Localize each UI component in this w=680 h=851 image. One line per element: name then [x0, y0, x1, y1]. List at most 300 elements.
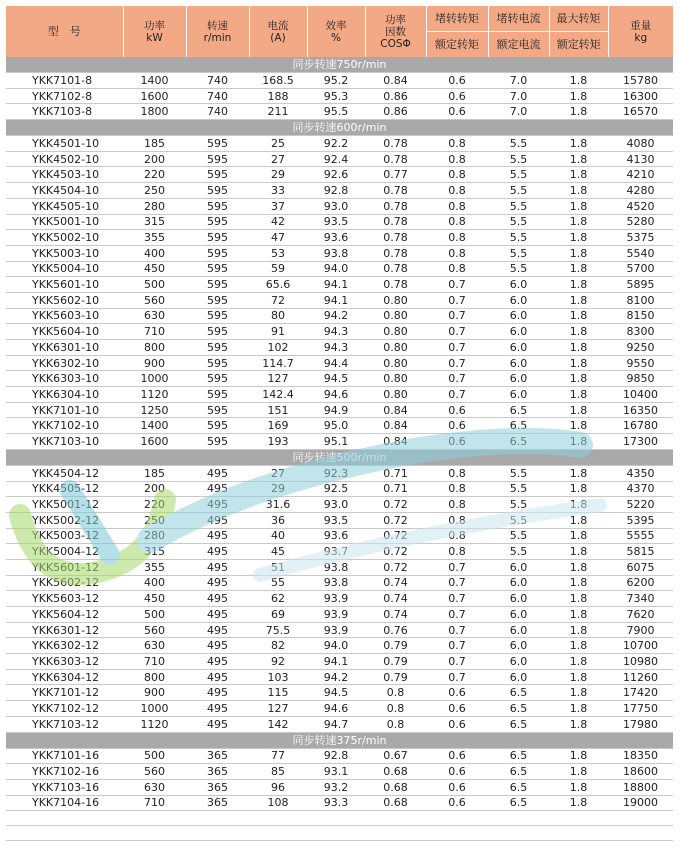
cell-power: 280 [123, 528, 186, 544]
empty-cell [608, 826, 673, 841]
empty-cell [365, 826, 426, 841]
cell-max-torque-ratio: 1.8 [549, 198, 608, 214]
cell-efficiency: 94.2 [307, 308, 365, 324]
cell-power-factor: 0.8 [365, 701, 426, 717]
cell-efficiency: 93.8 [307, 575, 365, 591]
cell-speed: 595 [186, 167, 249, 183]
cell-weight: 16570 [608, 104, 673, 120]
cell-power-factor: 0.80 [365, 371, 426, 387]
cell-weight: 5895 [608, 277, 673, 293]
cell-power-factor: 0.86 [365, 88, 426, 104]
cell-model: YKK5604-12 [6, 607, 123, 623]
cell-max-torque-ratio: 1.8 [549, 607, 608, 623]
table-row [6, 292, 673, 308]
cell-weight: 8150 [608, 308, 673, 324]
cell-locked-torque-ratio: 0.6 [426, 88, 488, 104]
cell-model: YKK7103-10 [6, 434, 123, 450]
cell-power-factor: 0.84 [365, 73, 426, 89]
cell-power: 1400 [123, 73, 186, 89]
cell-weight: 9250 [608, 340, 673, 356]
cell-power: 560 [123, 292, 186, 308]
cell-power-factor: 0.76 [365, 622, 426, 638]
cell-locked-current-ratio: 6.0 [488, 575, 549, 591]
cell-model: YKK5003-10 [6, 245, 123, 261]
cell-locked-torque-ratio: 0.6 [426, 434, 488, 450]
cell-power: 200 [123, 481, 186, 497]
cell-locked-current-ratio: 7.0 [488, 104, 549, 120]
cell-power-factor: 0.74 [365, 591, 426, 607]
cell-model: YKK7101-8 [6, 73, 123, 89]
cell-efficiency: 93.9 [307, 607, 365, 623]
cell-max-torque-ratio: 1.8 [549, 669, 608, 685]
cell-speed: 595 [186, 214, 249, 230]
cell-model: YKK5002-12 [6, 512, 123, 528]
cell-weight: 4210 [608, 167, 673, 183]
cell-current: 82 [249, 638, 307, 654]
table-row [6, 638, 673, 654]
cell-model: YKK7101-12 [6, 685, 123, 701]
header-locked-torque-denominator: 额定转矩 [426, 32, 488, 58]
cell-efficiency: 95.5 [307, 104, 365, 120]
empty-cell [608, 811, 673, 826]
cell-locked-current-ratio: 6.5 [488, 685, 549, 701]
cell-power-factor: 0.84 [365, 434, 426, 450]
cell-locked-torque-ratio: 0.7 [426, 308, 488, 324]
table-row [6, 261, 673, 277]
header-locked-current: 堵转电流 [488, 6, 549, 32]
cell-speed: 365 [186, 795, 249, 811]
table-row [6, 104, 673, 120]
cell-power-factor: 0.72 [365, 512, 426, 528]
cell-max-torque-ratio: 1.8 [549, 402, 608, 418]
empty-cell [488, 826, 549, 841]
cell-locked-torque-ratio: 0.8 [426, 167, 488, 183]
cell-speed: 495 [186, 607, 249, 623]
cell-current: 193 [249, 434, 307, 450]
cell-model: YKK5603-10 [6, 308, 123, 324]
cell-efficiency: 95.3 [307, 88, 365, 104]
cell-efficiency: 93.0 [307, 198, 365, 214]
empty-cell [6, 826, 123, 841]
table-body [6, 57, 673, 841]
cell-locked-torque-ratio: 0.6 [426, 73, 488, 89]
cell-speed: 495 [186, 685, 249, 701]
cell-weight: 4370 [608, 481, 673, 497]
cell-locked-current-ratio: 6.5 [488, 418, 549, 434]
cell-efficiency: 94.6 [307, 387, 365, 403]
header-locked-current-denominator: 额定电流 [488, 32, 549, 58]
table-row [6, 544, 673, 560]
cell-power: 560 [123, 622, 186, 638]
cell-power: 355 [123, 559, 186, 575]
cell-model: YKK4505-10 [6, 198, 123, 214]
header-power: 功率 kW [123, 6, 186, 57]
cell-power: 630 [123, 308, 186, 324]
cell-current: 103 [249, 669, 307, 685]
cell-current: 42 [249, 214, 307, 230]
cell-locked-torque-ratio: 0.6 [426, 764, 488, 780]
cell-power-factor: 0.86 [365, 104, 426, 120]
cell-weight: 7340 [608, 591, 673, 607]
cell-weight: 5395 [608, 512, 673, 528]
cell-power: 450 [123, 591, 186, 607]
cell-max-torque-ratio: 1.8 [549, 104, 608, 120]
cell-power: 500 [123, 607, 186, 623]
header-weight: 重量 kg [608, 6, 673, 57]
cell-power-factor: 0.84 [365, 418, 426, 434]
cell-locked-current-ratio: 6.0 [488, 371, 549, 387]
cell-max-torque-ratio: 1.8 [549, 418, 608, 434]
table-row [6, 465, 673, 481]
cell-efficiency: 92.8 [307, 748, 365, 764]
table-row [6, 214, 673, 230]
cell-locked-torque-ratio: 0.7 [426, 575, 488, 591]
table-row [6, 497, 673, 513]
table-row [6, 528, 673, 544]
cell-efficiency: 93.8 [307, 559, 365, 575]
cell-efficiency: 94.4 [307, 355, 365, 371]
cell-weight: 10700 [608, 638, 673, 654]
cell-model: YKK7103-16 [6, 779, 123, 795]
cell-efficiency: 93.2 [307, 779, 365, 795]
cell-model: YKK4503-10 [6, 167, 123, 183]
cell-current: 115 [249, 685, 307, 701]
cell-speed: 495 [186, 622, 249, 638]
cell-speed: 595 [186, 402, 249, 418]
cell-max-torque-ratio: 1.8 [549, 292, 608, 308]
table-row [6, 183, 673, 199]
cell-speed: 365 [186, 779, 249, 795]
table-row [6, 355, 673, 371]
cell-model: YKK5001-10 [6, 214, 123, 230]
cell-power-factor: 0.78 [365, 198, 426, 214]
cell-max-torque-ratio: 1.8 [549, 136, 608, 152]
cell-locked-torque-ratio: 0.6 [426, 795, 488, 811]
cell-power: 1600 [123, 434, 186, 450]
cell-max-torque-ratio: 1.8 [549, 151, 608, 167]
cell-model: YKK6303-12 [6, 654, 123, 670]
cell-locked-torque-ratio: 0.7 [426, 559, 488, 575]
cell-efficiency: 93.9 [307, 622, 365, 638]
cell-current: 27 [249, 151, 307, 167]
cell-speed: 595 [186, 245, 249, 261]
header-locked-torque: 堵转转矩 [426, 6, 488, 32]
cell-max-torque-ratio: 1.8 [549, 701, 608, 717]
cell-weight: 4520 [608, 198, 673, 214]
cell-power: 900 [123, 685, 186, 701]
cell-power-factor: 0.68 [365, 764, 426, 780]
cell-speed: 595 [186, 324, 249, 340]
cell-locked-current-ratio: 6.0 [488, 277, 549, 293]
cell-weight: 4280 [608, 183, 673, 199]
cell-speed: 595 [186, 418, 249, 434]
cell-locked-torque-ratio: 0.8 [426, 136, 488, 152]
cell-locked-current-ratio: 5.5 [488, 136, 549, 152]
cell-power-factor: 0.72 [365, 559, 426, 575]
table-row [6, 387, 673, 403]
table-row [6, 481, 673, 497]
empty-cell [186, 826, 249, 841]
cell-weight: 8100 [608, 292, 673, 308]
cell-power-factor: 0.78 [365, 183, 426, 199]
cell-current: 27 [249, 465, 307, 481]
cell-model: YKK7101-16 [6, 748, 123, 764]
cell-speed: 595 [186, 371, 249, 387]
table-row [6, 230, 673, 246]
cell-locked-torque-ratio: 0.8 [426, 481, 488, 497]
cell-weight: 10400 [608, 387, 673, 403]
cell-power-factor: 0.84 [365, 402, 426, 418]
cell-speed: 495 [186, 528, 249, 544]
cell-power: 500 [123, 277, 186, 293]
cell-weight: 9850 [608, 371, 673, 387]
cell-power-factor: 0.74 [365, 607, 426, 623]
cell-speed: 495 [186, 638, 249, 654]
cell-current: 25 [249, 136, 307, 152]
cell-weight: 5555 [608, 528, 673, 544]
cell-current: 51 [249, 559, 307, 575]
cell-speed: 495 [186, 465, 249, 481]
cell-power: 1000 [123, 701, 186, 717]
table-header [6, 6, 673, 57]
cell-power-factor: 0.80 [365, 292, 426, 308]
cell-weight: 5220 [608, 497, 673, 513]
cell-efficiency: 95.0 [307, 418, 365, 434]
cell-current: 62 [249, 591, 307, 607]
table-row [6, 198, 673, 214]
cell-power: 250 [123, 512, 186, 528]
table-row [6, 559, 673, 575]
section-header-row [6, 449, 673, 465]
cell-efficiency: 94.1 [307, 292, 365, 308]
cell-power: 185 [123, 465, 186, 481]
table-row [6, 795, 673, 811]
cell-max-torque-ratio: 1.8 [549, 371, 608, 387]
cell-power: 185 [123, 136, 186, 152]
header-power-factor: 功率 因数 COSΦ [365, 6, 426, 57]
cell-locked-current-ratio: 6.0 [488, 387, 549, 403]
cell-speed: 495 [186, 512, 249, 528]
cell-weight: 5540 [608, 245, 673, 261]
cell-locked-torque-ratio: 0.7 [426, 355, 488, 371]
cell-locked-current-ratio: 6.0 [488, 324, 549, 340]
cell-current: 96 [249, 779, 307, 795]
cell-locked-torque-ratio: 0.8 [426, 230, 488, 246]
cell-locked-current-ratio: 6.5 [488, 434, 549, 450]
cell-weight: 19000 [608, 795, 673, 811]
cell-max-torque-ratio: 1.8 [549, 465, 608, 481]
cell-speed: 595 [186, 387, 249, 403]
cell-current: 80 [249, 308, 307, 324]
cell-model: YKK4501-10 [6, 136, 123, 152]
cell-locked-torque-ratio: 0.6 [426, 779, 488, 795]
cell-power: 1250 [123, 402, 186, 418]
cell-efficiency: 95.2 [307, 73, 365, 89]
cell-max-torque-ratio: 1.8 [549, 795, 608, 811]
cell-current: 142 [249, 716, 307, 732]
cell-efficiency: 93.3 [307, 795, 365, 811]
cell-power-factor: 0.78 [365, 230, 426, 246]
cell-locked-torque-ratio: 0.8 [426, 261, 488, 277]
cell-locked-torque-ratio: 0.7 [426, 292, 488, 308]
cell-weight: 4130 [608, 151, 673, 167]
cell-speed: 495 [186, 669, 249, 685]
empty-cell [123, 811, 186, 826]
cell-locked-torque-ratio: 0.7 [426, 387, 488, 403]
header-max-torque-denominator: 额定转矩 [549, 32, 608, 58]
table-row [6, 591, 673, 607]
cell-locked-current-ratio: 6.0 [488, 308, 549, 324]
cell-current: 29 [249, 167, 307, 183]
cell-model: YKK5601-12 [6, 559, 123, 575]
cell-weight: 4080 [608, 136, 673, 152]
table-row [6, 245, 673, 261]
empty-cell [426, 811, 488, 826]
cell-speed: 595 [186, 308, 249, 324]
empty-cell [249, 826, 307, 841]
cell-power-factor: 0.79 [365, 669, 426, 685]
cell-locked-current-ratio: 6.0 [488, 355, 549, 371]
cell-max-torque-ratio: 1.8 [549, 544, 608, 560]
table-row [6, 701, 673, 717]
cell-speed: 595 [186, 434, 249, 450]
cell-max-torque-ratio: 1.8 [549, 748, 608, 764]
cell-locked-torque-ratio: 0.6 [426, 418, 488, 434]
table-row [6, 402, 673, 418]
cell-efficiency: 92.5 [307, 481, 365, 497]
cell-power: 200 [123, 151, 186, 167]
cell-speed: 740 [186, 104, 249, 120]
cell-speed: 495 [186, 544, 249, 560]
table-row [6, 669, 673, 685]
cell-power-factor: 0.80 [365, 308, 426, 324]
cell-power-factor: 0.77 [365, 167, 426, 183]
cell-current: 65.6 [249, 277, 307, 293]
cell-model: YKK7102-8 [6, 88, 123, 104]
header-speed: 转速 r/min [186, 6, 249, 57]
cell-efficiency: 93.5 [307, 512, 365, 528]
cell-efficiency: 92.3 [307, 465, 365, 481]
cell-locked-current-ratio: 7.0 [488, 88, 549, 104]
cell-current: 91 [249, 324, 307, 340]
cell-locked-current-ratio: 6.5 [488, 764, 549, 780]
cell-speed: 740 [186, 88, 249, 104]
cell-power-factor: 0.78 [365, 245, 426, 261]
cell-current: 77 [249, 748, 307, 764]
table-row [6, 277, 673, 293]
cell-locked-torque-ratio: 0.7 [426, 638, 488, 654]
cell-current: 85 [249, 764, 307, 780]
cell-power-factor: 0.79 [365, 654, 426, 670]
cell-power: 710 [123, 324, 186, 340]
cell-weight: 18800 [608, 779, 673, 795]
cell-efficiency: 93.7 [307, 544, 365, 560]
cell-max-torque-ratio: 1.8 [549, 512, 608, 528]
cell-speed: 595 [186, 292, 249, 308]
section-title: 同步转速375r/min [6, 732, 673, 748]
cell-model: YKK5003-12 [6, 528, 123, 544]
motor-spec-table [6, 6, 673, 841]
cell-model: YKK4502-10 [6, 151, 123, 167]
cell-weight: 17300 [608, 434, 673, 450]
cell-model: YKK5602-10 [6, 292, 123, 308]
cell-power-factor: 0.68 [365, 795, 426, 811]
cell-model: YKK7102-12 [6, 701, 123, 717]
cell-locked-current-ratio: 5.5 [488, 497, 549, 513]
cell-power: 280 [123, 198, 186, 214]
cell-current: 59 [249, 261, 307, 277]
cell-max-torque-ratio: 1.8 [549, 308, 608, 324]
header-model: 型 号 [6, 6, 123, 57]
cell-locked-current-ratio: 6.0 [488, 607, 549, 623]
cell-weight: 6200 [608, 575, 673, 591]
cell-locked-current-ratio: 6.0 [488, 622, 549, 638]
cell-current: 211 [249, 104, 307, 120]
cell-locked-torque-ratio: 0.8 [426, 465, 488, 481]
cell-locked-torque-ratio: 0.8 [426, 528, 488, 544]
cell-max-torque-ratio: 1.8 [549, 340, 608, 356]
cell-locked-current-ratio: 6.0 [488, 638, 549, 654]
cell-efficiency: 93.1 [307, 764, 365, 780]
cell-current: 36 [249, 512, 307, 528]
cell-current: 55 [249, 575, 307, 591]
cell-locked-torque-ratio: 0.7 [426, 654, 488, 670]
cell-power: 315 [123, 214, 186, 230]
cell-current: 72 [249, 292, 307, 308]
cell-locked-torque-ratio: 0.6 [426, 748, 488, 764]
cell-speed: 495 [186, 497, 249, 513]
cell-power-factor: 0.72 [365, 544, 426, 560]
cell-locked-torque-ratio: 0.8 [426, 198, 488, 214]
table-row [6, 371, 673, 387]
section-header-row [6, 732, 673, 748]
cell-power-factor: 0.80 [365, 387, 426, 403]
cell-weight: 9550 [608, 355, 673, 371]
cell-model: YKK6303-10 [6, 371, 123, 387]
cell-locked-torque-ratio: 0.8 [426, 245, 488, 261]
cell-locked-current-ratio: 5.5 [488, 183, 549, 199]
cell-weight: 8300 [608, 324, 673, 340]
cell-power-factor: 0.71 [365, 465, 426, 481]
table-row [6, 607, 673, 623]
cell-power-factor: 0.67 [365, 748, 426, 764]
table-row [6, 418, 673, 434]
cell-speed: 595 [186, 151, 249, 167]
cell-max-torque-ratio: 1.8 [549, 654, 608, 670]
cell-efficiency: 93.0 [307, 497, 365, 513]
cell-efficiency: 94.6 [307, 701, 365, 717]
cell-current: 188 [249, 88, 307, 104]
section-header-row [6, 120, 673, 136]
cell-weight: 17980 [608, 716, 673, 732]
empty-cell [123, 826, 186, 841]
cell-current: 108 [249, 795, 307, 811]
cell-speed: 595 [186, 183, 249, 199]
cell-current: 142.4 [249, 387, 307, 403]
cell-max-torque-ratio: 1.8 [549, 73, 608, 89]
cell-model: YKK5004-10 [6, 261, 123, 277]
cell-locked-current-ratio: 6.5 [488, 795, 549, 811]
table-row [6, 88, 673, 104]
cell-model: YKK5603-12 [6, 591, 123, 607]
cell-max-torque-ratio: 1.8 [549, 245, 608, 261]
cell-power: 900 [123, 355, 186, 371]
cell-max-torque-ratio: 1.8 [549, 355, 608, 371]
cell-speed: 495 [186, 701, 249, 717]
cell-weight: 18600 [608, 764, 673, 780]
cell-weight: 7900 [608, 622, 673, 638]
cell-speed: 495 [186, 481, 249, 497]
